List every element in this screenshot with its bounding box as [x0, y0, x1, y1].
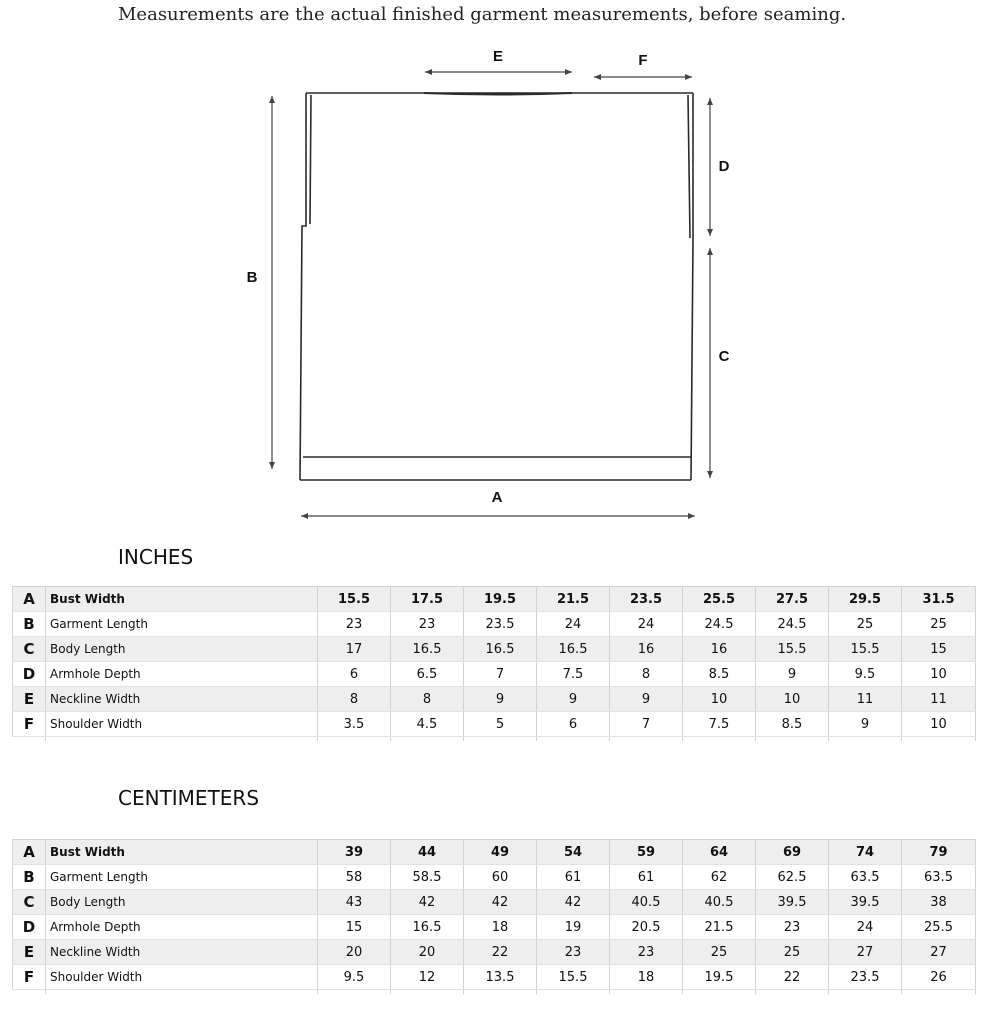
row-letter: C — [13, 890, 46, 915]
size-value-cell: 61 — [610, 865, 683, 890]
spacer-cell — [46, 737, 318, 742]
size-value-cell: 74 — [829, 840, 902, 865]
size-value-cell: 17 — [318, 637, 391, 662]
size-value-cell: 23.5 — [829, 965, 902, 990]
size-value-cell: 15.5 — [318, 587, 391, 612]
size-value-cell: 69 — [756, 840, 829, 865]
label-f: F — [638, 52, 648, 69]
spacer-cell — [13, 990, 46, 995]
size-value-cell: 16.5 — [537, 637, 610, 662]
spacer-cell — [610, 737, 683, 742]
size-value-cell: 23 — [391, 612, 464, 637]
row-letter: B — [13, 612, 46, 637]
row-measurement-name: Shoulder Width — [46, 712, 318, 737]
size-value-cell: 39 — [318, 840, 391, 865]
size-value-cell: 8 — [318, 687, 391, 712]
size-value-cell: 23 — [537, 940, 610, 965]
size-value-cell: 25 — [683, 940, 756, 965]
row-measurement-name: Bust Width — [46, 840, 318, 865]
row-measurement-name: Bust Width — [46, 587, 318, 612]
size-value-cell: 8.5 — [683, 662, 756, 687]
size-value-cell: 25 — [902, 612, 976, 637]
size-value-cell: 27.5 — [756, 587, 829, 612]
table-row — [13, 915, 976, 940]
row-letter: E — [13, 687, 46, 712]
spacer-cell — [318, 737, 391, 742]
table-tail-spacer — [13, 737, 976, 742]
size-value-cell: 24 — [829, 915, 902, 940]
table-row — [13, 687, 976, 712]
spacer-cell — [902, 737, 976, 742]
size-value-cell: 3.5 — [318, 712, 391, 737]
size-value-cell: 11 — [902, 687, 976, 712]
size-value-cell: 19.5 — [683, 965, 756, 990]
row-measurement-name: Neckline Width — [46, 940, 318, 965]
size-value-cell: 16 — [683, 637, 756, 662]
size-value-cell: 16.5 — [391, 637, 464, 662]
size-value-cell: 23.5 — [464, 612, 537, 637]
row-measurement-name: Neckline Width — [46, 687, 318, 712]
size-value-cell: 40.5 — [683, 890, 756, 915]
size-value-cell: 16 — [610, 637, 683, 662]
size-value-cell: 19 — [537, 915, 610, 940]
row-letter: F — [13, 965, 46, 990]
size-value-cell: 10 — [902, 712, 976, 737]
table-row — [13, 637, 976, 662]
size-value-cell: 20.5 — [610, 915, 683, 940]
table-row — [13, 890, 976, 915]
row-letter: E — [13, 940, 46, 965]
size-value-cell: 23 — [756, 915, 829, 940]
size-value-cell: 9 — [464, 687, 537, 712]
spacer-cell — [46, 990, 318, 995]
size-value-cell: 42 — [391, 890, 464, 915]
size-value-cell: 6.5 — [391, 662, 464, 687]
spacer-cell — [464, 990, 537, 995]
row-letter: C — [13, 637, 46, 662]
size-value-cell: 9.5 — [318, 965, 391, 990]
inches-title: INCHES — [118, 545, 194, 569]
size-value-cell: 15.5 — [537, 965, 610, 990]
centimeters-title: CENTIMETERS — [118, 786, 260, 810]
table-row — [13, 865, 976, 890]
size-value-cell: 61 — [537, 865, 610, 890]
size-value-cell: 24 — [537, 612, 610, 637]
row-measurement-name: Garment Length — [46, 865, 318, 890]
size-value-cell: 7.5 — [537, 662, 610, 687]
size-value-cell: 9 — [537, 687, 610, 712]
row-letter: A — [13, 587, 46, 612]
row-measurement-name: Body Length — [46, 890, 318, 915]
size-value-cell: 20 — [318, 940, 391, 965]
size-value-cell: 18 — [464, 915, 537, 940]
size-value-cell: 11 — [829, 687, 902, 712]
spacer-cell — [610, 990, 683, 995]
garment-outline — [300, 93, 693, 480]
row-measurement-name: Garment Length — [46, 612, 318, 637]
size-value-cell: 7 — [464, 662, 537, 687]
size-value-cell: 26 — [902, 965, 976, 990]
table-row — [13, 612, 976, 637]
spacer-cell — [756, 990, 829, 995]
size-value-cell: 23.5 — [610, 587, 683, 612]
size-value-cell: 54 — [537, 840, 610, 865]
dimension-arrows — [272, 72, 710, 516]
size-value-cell: 62 — [683, 865, 756, 890]
size-value-cell: 18 — [610, 965, 683, 990]
row-letter: A — [13, 840, 46, 865]
centimeters-table — [12, 839, 976, 994]
size-value-cell: 42 — [464, 890, 537, 915]
spacer-cell — [829, 737, 902, 742]
spacer-cell — [683, 990, 756, 995]
intro-text: Measurements are the actual finished garment measurements, before seaming. — [118, 4, 847, 25]
size-value-cell: 7 — [610, 712, 683, 737]
table-row — [13, 940, 976, 965]
size-value-cell: 20 — [391, 940, 464, 965]
size-value-cell: 9.5 — [829, 662, 902, 687]
row-measurement-name: Shoulder Width — [46, 965, 318, 990]
size-value-cell: 62.5 — [756, 865, 829, 890]
label-a: A — [491, 489, 503, 506]
size-value-cell: 16.5 — [464, 637, 537, 662]
row-letter: D — [13, 915, 46, 940]
row-measurement-name: Body Length — [46, 637, 318, 662]
row-measurement-name: Armhole Depth — [46, 662, 318, 687]
size-value-cell: 22 — [464, 940, 537, 965]
size-value-cell: 24 — [610, 612, 683, 637]
size-value-cell: 39.5 — [829, 890, 902, 915]
size-value-cell: 21.5 — [537, 587, 610, 612]
size-value-cell: 38 — [902, 890, 976, 915]
size-value-cell: 24.5 — [683, 612, 756, 637]
size-value-cell: 23 — [610, 940, 683, 965]
size-value-cell: 15 — [318, 915, 391, 940]
table-row — [13, 662, 976, 687]
spacer-cell — [683, 737, 756, 742]
size-value-cell: 15 — [902, 637, 976, 662]
size-value-cell: 64 — [683, 840, 756, 865]
size-value-cell: 25.5 — [683, 587, 756, 612]
size-value-cell: 59 — [610, 840, 683, 865]
size-value-cell: 29.5 — [829, 587, 902, 612]
size-value-cell: 44 — [391, 840, 464, 865]
size-value-cell: 49 — [464, 840, 537, 865]
size-value-cell: 24.5 — [756, 612, 829, 637]
inches-table — [12, 586, 976, 741]
spacer-cell — [537, 737, 610, 742]
size-value-cell: 58 — [318, 865, 391, 890]
size-value-cell: 9 — [610, 687, 683, 712]
size-value-cell: 31.5 — [902, 587, 976, 612]
spacer-cell — [756, 737, 829, 742]
spacer-cell — [391, 990, 464, 995]
size-value-cell: 7.5 — [683, 712, 756, 737]
spacer-cell — [537, 990, 610, 995]
size-value-cell: 8.5 — [756, 712, 829, 737]
spacer-cell — [391, 737, 464, 742]
size-value-cell: 27 — [829, 940, 902, 965]
size-value-cell: 6 — [318, 662, 391, 687]
table-row — [13, 965, 976, 990]
size-value-cell: 9 — [829, 712, 902, 737]
size-value-cell: 39.5 — [756, 890, 829, 915]
size-value-cell: 21.5 — [683, 915, 756, 940]
size-value-cell: 25 — [829, 612, 902, 637]
size-value-cell: 4.5 — [391, 712, 464, 737]
table-row — [13, 840, 976, 865]
size-value-cell: 13.5 — [464, 965, 537, 990]
spacer-cell — [829, 990, 902, 995]
size-value-cell: 8 — [391, 687, 464, 712]
size-value-cell: 8 — [610, 662, 683, 687]
size-value-cell: 19.5 — [464, 587, 537, 612]
size-value-cell: 23 — [318, 612, 391, 637]
size-value-cell: 9 — [756, 662, 829, 687]
size-value-cell: 22 — [756, 965, 829, 990]
size-value-cell: 17.5 — [391, 587, 464, 612]
label-d: D — [718, 158, 730, 175]
size-value-cell: 10 — [902, 662, 976, 687]
spacer-cell — [902, 990, 976, 995]
size-value-cell: 27 — [902, 940, 976, 965]
label-c: C — [718, 348, 730, 365]
row-letter: D — [13, 662, 46, 687]
size-value-cell: 63.5 — [902, 865, 976, 890]
size-value-cell: 25.5 — [902, 915, 976, 940]
size-value-cell: 12 — [391, 965, 464, 990]
label-b: B — [246, 269, 258, 286]
row-measurement-name: Armhole Depth — [46, 915, 318, 940]
label-e: E — [492, 48, 504, 65]
size-value-cell: 63.5 — [829, 865, 902, 890]
size-value-cell: 79 — [902, 840, 976, 865]
row-letter: F — [13, 712, 46, 737]
table-tail-spacer — [13, 990, 976, 995]
spacer-cell — [13, 737, 46, 742]
size-value-cell: 40.5 — [610, 890, 683, 915]
size-value-cell: 58.5 — [391, 865, 464, 890]
size-value-cell: 60 — [464, 865, 537, 890]
size-value-cell: 15.5 — [756, 637, 829, 662]
size-value-cell: 10 — [683, 687, 756, 712]
size-value-cell: 10 — [756, 687, 829, 712]
spacer-cell — [318, 990, 391, 995]
size-value-cell: 6 — [537, 712, 610, 737]
size-value-cell: 5 — [464, 712, 537, 737]
size-value-cell: 42 — [537, 890, 610, 915]
size-value-cell: 25 — [756, 940, 829, 965]
size-value-cell: 15.5 — [829, 637, 902, 662]
row-letter: B — [13, 865, 46, 890]
size-value-cell: 16.5 — [391, 915, 464, 940]
spacer-cell — [464, 737, 537, 742]
table-row — [13, 712, 976, 737]
table-row — [13, 587, 976, 612]
size-value-cell: 43 — [318, 890, 391, 915]
